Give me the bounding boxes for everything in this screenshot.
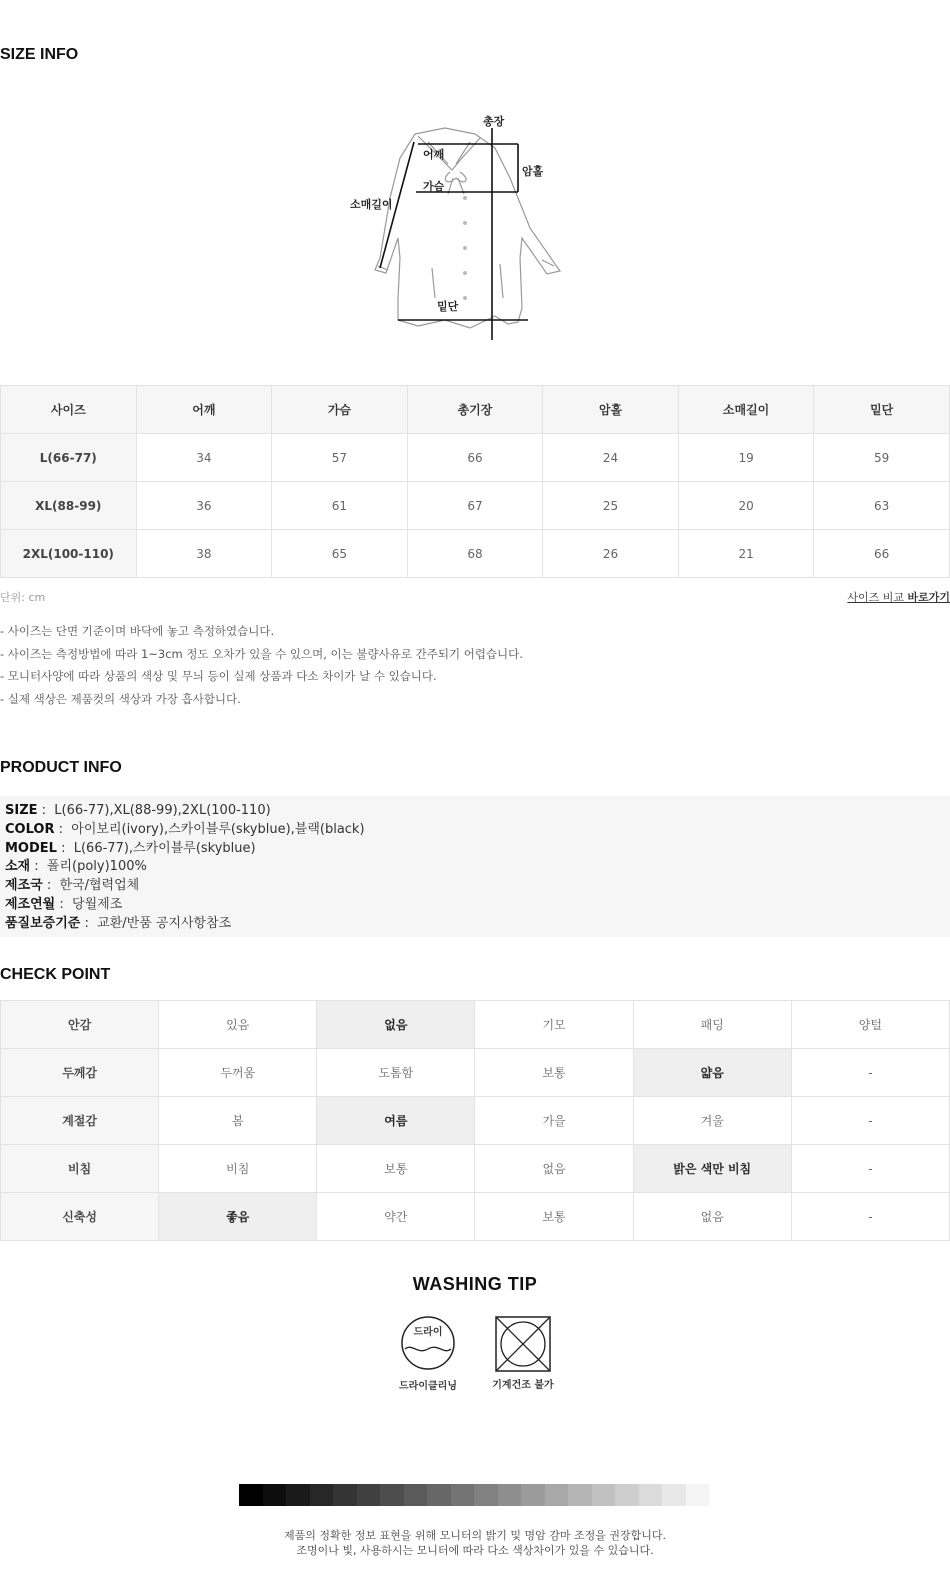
size-header: 암홀 xyxy=(543,386,679,434)
info-key: SIZE xyxy=(5,803,38,818)
footer-note-1: 제품의 정확한 정보 표현을 위해 모니터의 밝기 및 명암 감마 조정을 권장합니다. xyxy=(284,1529,666,1542)
size-name-cell: L(66-77) xyxy=(1,434,137,482)
check-option: 봄 xyxy=(159,1097,317,1145)
check-option: 가을 xyxy=(475,1097,633,1145)
gray-swatch xyxy=(380,1484,404,1506)
size-value-cell: 57 xyxy=(272,434,408,482)
table-row xyxy=(1,530,950,578)
gray-swatch xyxy=(686,1484,710,1506)
no-tumble-dry-label: 기계건조 불가 xyxy=(492,1380,554,1391)
gray-swatch xyxy=(521,1484,545,1506)
gray-swatch xyxy=(662,1484,686,1506)
info-value: 아이보리(ivory),스카이블루(skyblue),블랙(black) xyxy=(71,821,365,837)
check-option: 밝은 색만 비침 xyxy=(633,1145,791,1193)
garment-size-diagram xyxy=(340,108,600,360)
check-option: - xyxy=(791,1145,949,1193)
info-value: L(66-77),스카이블루(skyblue) xyxy=(73,840,256,856)
size-table xyxy=(0,385,950,578)
table-row xyxy=(1,1049,950,1097)
grayscale-calibration-bar xyxy=(239,1484,709,1506)
info-value: 교환/반품 공지사항참조 xyxy=(97,915,232,931)
table-row xyxy=(1,1193,950,1241)
check-option: 없음 xyxy=(633,1193,791,1241)
size-value-cell: 59 xyxy=(814,434,950,482)
size-header: 밑단 xyxy=(814,386,950,434)
info-key: 품질보증기준 xyxy=(5,915,81,931)
check-point-title: CHECK POINT xyxy=(0,966,111,983)
check-option: 얇음 xyxy=(633,1049,791,1097)
check-point-table xyxy=(0,1000,950,1241)
size-value-cell: 19 xyxy=(678,434,814,482)
info-value: L(66-77),XL(88-99),2XL(100-110) xyxy=(54,803,271,818)
gray-swatch xyxy=(427,1484,451,1506)
size-value-cell: 65 xyxy=(272,530,408,578)
gray-swatch xyxy=(639,1484,663,1506)
check-option: 양털 xyxy=(791,1001,949,1049)
washing-tip-title: WASHING TIP xyxy=(412,1274,538,1294)
product-info-row: 제조국 : 한국/협력업체 xyxy=(5,878,140,894)
check-option: 도톰함 xyxy=(317,1049,475,1097)
armhole-label: 암홀 xyxy=(522,165,544,178)
size-value-cell: 67 xyxy=(407,482,543,530)
gray-swatch xyxy=(404,1484,428,1506)
gray-swatch xyxy=(568,1484,592,1506)
info-key: COLOR xyxy=(5,821,55,837)
note-line: - 사이즈는 측정방법에 따라 1~3cm 정도 오차가 있을 수 있으며, 이는 불량사유로 간주되기 어렵습니다. xyxy=(0,646,523,661)
gray-swatch xyxy=(592,1484,616,1506)
chest-label: 가슴 xyxy=(423,180,445,193)
table-row xyxy=(1,1001,950,1049)
size-value-cell: 26 xyxy=(543,530,679,578)
gray-swatch xyxy=(239,1484,263,1506)
info-value: 당월제조 xyxy=(72,896,123,912)
check-option: 겨울 xyxy=(633,1097,791,1145)
size-value-cell: 68 xyxy=(407,530,543,578)
check-option: 없음 xyxy=(475,1145,633,1193)
size-value-cell: 21 xyxy=(678,530,814,578)
size-value-cell: 61 xyxy=(272,482,408,530)
table-row xyxy=(1,482,950,530)
size-value-cell: 34 xyxy=(136,434,272,482)
gray-swatch xyxy=(474,1484,498,1506)
size-header: 총기장 xyxy=(407,386,543,434)
gray-swatch xyxy=(451,1484,475,1506)
size-value-cell: 25 xyxy=(543,482,679,530)
dry-cleaning-item xyxy=(398,1315,458,1392)
check-option: 보통 xyxy=(317,1145,475,1193)
note-line: - 모니터사양에 따라 상품의 색상 및 무늬 등이 실제 상품과 다소 차이가 날 수 있습니다. xyxy=(0,669,437,684)
size-name-cell: XL(88-99) xyxy=(1,482,137,530)
check-option: 보통 xyxy=(475,1049,633,1097)
check-option: 보통 xyxy=(475,1193,633,1241)
blouse-illustration xyxy=(340,108,600,360)
hem-label: 밑단 xyxy=(437,300,459,313)
check-label: 안감 xyxy=(1,1001,159,1049)
dry-cleaning-label: 드라이클리닝 xyxy=(399,1381,457,1392)
gray-swatch xyxy=(286,1484,310,1506)
size-value-cell: 66 xyxy=(814,530,950,578)
product-info-row: 제조연월 : 당월제조 xyxy=(5,896,123,912)
shoulder-label: 어깨 xyxy=(423,148,445,161)
info-key: 소재 xyxy=(5,859,31,875)
size-compare-link[interactable] xyxy=(847,589,950,605)
product-info-row: COLOR : 아이보리(ivory),스카이블루(skyblue),블랙(black) xyxy=(5,821,365,837)
check-option: 기모 xyxy=(475,1001,633,1049)
size-value-cell: 36 xyxy=(136,482,272,530)
size-header: 가슴 xyxy=(272,386,408,434)
check-option: 두꺼움 xyxy=(159,1049,317,1097)
no-tumble-dry-item xyxy=(486,1315,560,1391)
check-option: - xyxy=(791,1193,949,1241)
gray-swatch xyxy=(498,1484,522,1506)
gray-swatch xyxy=(357,1484,381,1506)
note-line: - 사이즈는 단면 기준이며 바닥에 놓고 측정하였습니다. xyxy=(0,624,275,638)
size-table-header-row xyxy=(1,386,950,434)
size-header: 사이즈 xyxy=(1,386,137,434)
product-info-row: 소재 : 폴리(poly)100% xyxy=(5,859,147,875)
table-row xyxy=(1,1097,950,1145)
product-info-title: PRODUCT INFO xyxy=(0,759,122,776)
table-row xyxy=(1,434,950,482)
check-option: 여름 xyxy=(317,1097,475,1145)
unit-label: 단위: cm xyxy=(0,591,46,604)
check-label: 비침 xyxy=(1,1145,159,1193)
dry-icon-text: 드라이 xyxy=(413,1327,443,1338)
check-label: 신축성 xyxy=(1,1193,159,1241)
gray-swatch xyxy=(310,1484,334,1506)
check-option: 패딩 xyxy=(633,1001,791,1049)
size-name-cell: 2XL(100-110) xyxy=(1,530,137,578)
size-info-title: SIZE INFO xyxy=(0,46,79,63)
product-info-row: 품질보증기준 : 교환/반품 공지사항참조 xyxy=(5,915,232,931)
check-option: 약간 xyxy=(317,1193,475,1241)
sleeve-label: 소매길이 xyxy=(350,198,393,211)
size-value-cell: 66 xyxy=(407,434,543,482)
compare-link-text: 바로가기 xyxy=(907,591,950,604)
size-notes xyxy=(0,620,523,710)
check-option: 비침 xyxy=(159,1145,317,1193)
size-header: 어깨 xyxy=(136,386,272,434)
info-value: 폴리(poly)100% xyxy=(46,859,147,875)
check-label: 계절감 xyxy=(1,1097,159,1145)
note-line: - 실제 색상은 제품컷의 색상과 가장 흡사합니다. xyxy=(0,691,241,706)
gray-swatch xyxy=(545,1484,569,1506)
info-value: 한국/협력업체 xyxy=(59,878,140,894)
total-length-label: 총장 xyxy=(483,115,505,128)
info-key: MODEL xyxy=(5,840,57,856)
product-info-row: SIZE : L(66-77),XL(88-99),2XL(100-110) xyxy=(5,803,271,818)
gray-swatch xyxy=(333,1484,357,1506)
size-value-cell: 63 xyxy=(814,482,950,530)
table-row xyxy=(1,1145,950,1193)
size-value-cell: 24 xyxy=(543,434,679,482)
check-option: 없음 xyxy=(317,1001,475,1049)
check-option: 있음 xyxy=(159,1001,317,1049)
gray-swatch xyxy=(263,1484,287,1506)
check-option: - xyxy=(791,1097,949,1145)
check-option: - xyxy=(791,1049,949,1097)
compare-prefix: 사이즈 비교 xyxy=(847,591,904,604)
check-option: 좋음 xyxy=(159,1193,317,1241)
no-tumble-dry-icon xyxy=(494,1315,552,1373)
info-key: 제조국 xyxy=(5,878,43,894)
product-info-row: MODEL : L(66-77),스카이블루(skyblue) xyxy=(5,840,256,856)
size-value-cell: 38 xyxy=(136,530,272,578)
footer-note-2: 조명이나 빛, 사용하시는 모니터에 따라 다소 색상차이가 있을 수 있습니다. xyxy=(296,1544,654,1557)
size-header: 소매길이 xyxy=(678,386,814,434)
gray-swatch xyxy=(615,1484,639,1506)
product-info-box xyxy=(0,796,950,937)
size-value-cell: 20 xyxy=(678,482,814,530)
check-label: 두께감 xyxy=(1,1049,159,1097)
info-key: 제조연월 xyxy=(5,896,56,912)
dry-cleaning-icon xyxy=(400,1315,456,1371)
